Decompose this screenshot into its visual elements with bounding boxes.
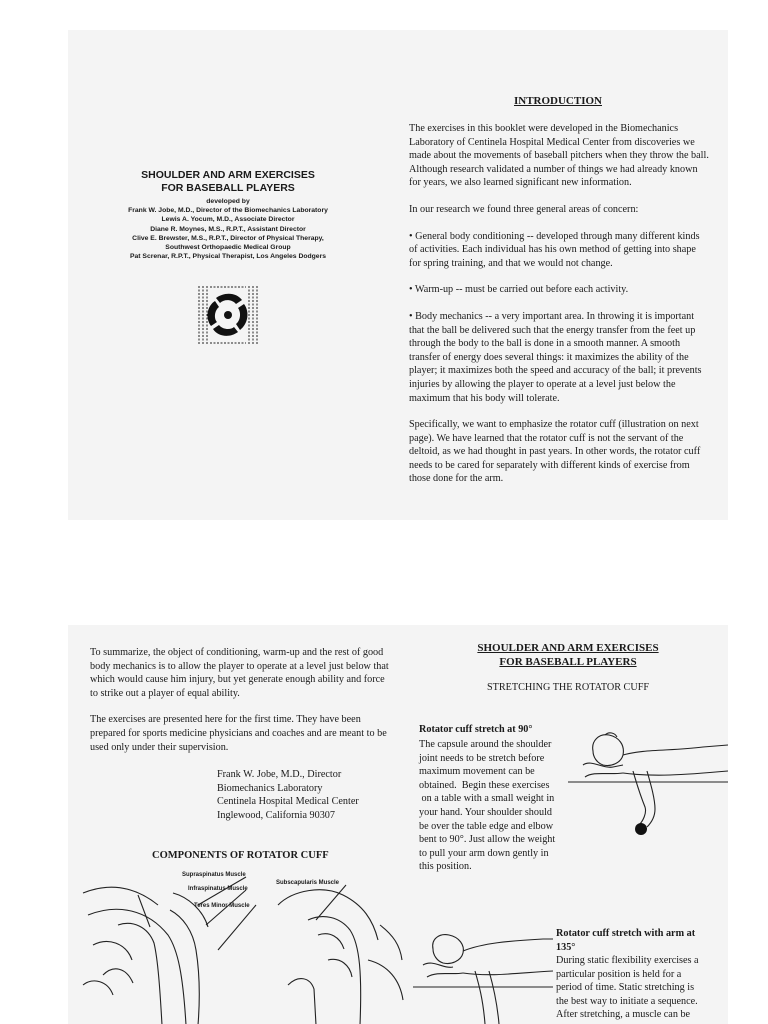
pinwheel-logo-icon	[196, 284, 260, 346]
booklet-page-2	[68, 625, 728, 1024]
intro-paragraph: • Body mechanics -- a very important area. In throwing it is important that the ball be delivered such that the energy transfer from the feet up through the body to the ball is done in a smooth manner. A smooth transfer of energy does several things: it maximizes the ability of the player; it maximizes both the speed and accuracy of the ball; it prevents injuries by allowing the player to operate at a level just below the maximum that his body will tolerate.	[409, 310, 702, 404]
intro-paragraph: • Warm-up -- must be carried out before each activity.	[409, 284, 629, 296]
stretch135-line: period of time. Static stretching is	[556, 982, 695, 994]
summary-paragraph: The exercises are presented here for the first time. They have been prepared for sports medicine physicians and coaches and are meant to be used only under their supervision.	[90, 714, 387, 753]
stretch135-title-line2: 135°	[556, 941, 576, 953]
intro-paragraph: • General body conditioning -- developed through many different kinds of activities. Each individual has his own method of getting into shape for spring training, and that we would not change.	[409, 230, 700, 269]
booklet-page-1	[68, 30, 728, 520]
summary-paragraph: To summarize, the object of conditioning, warm-up and the rest of good body mechanics is to allow the player to operate at a level just below that which would cause him injury, but yet generate enough ability and force to strike out a player of equal ability.	[90, 647, 389, 699]
stretch90-line: your hand. Your shoulder should	[419, 806, 553, 818]
stretch135-line: particular position is held for a	[556, 968, 682, 980]
subscapularis-label: Subscapularis Muscle	[276, 880, 340, 886]
stretch135-body	[556, 954, 728, 1022]
intro-paragraph: The exercises in this booklet were developed in the Biomechanics Laboratory of Centinela Hospital Medical Center from discoveries we made about the movements of baseball pitchers when they throw the ball. Although research validated a number of things we had already known for years, we also learned significant new information.	[409, 123, 709, 189]
stretch90-line: joint needs to be stretch before	[419, 752, 545, 764]
developed-by-label: developed by	[206, 198, 250, 205]
credit-line: Clive E. Brewster, M.S., R.P.T., Director of Physical Therapy,	[132, 234, 324, 242]
stretch90-line: be over the table edge and elbow	[419, 820, 554, 832]
intro-paragraph: In our research we found three general areas of concern:	[409, 203, 639, 215]
credit-line: Frank W. Jobe, M.D., Director of the Biomechanics Laboratory	[128, 207, 328, 215]
signature-line: Inglewood, California 90307	[217, 809, 335, 821]
cover-title-line2: FOR BASEBALL PLAYERS	[161, 182, 295, 194]
cover-credits	[108, 197, 348, 261]
stretch135-line: the best way to initiate a sequence.	[556, 995, 698, 1007]
introduction-heading: INTRODUCTION	[513, 95, 602, 107]
stretch90-line: obtained. Begin these exercises	[419, 779, 550, 791]
exercises-heading-line2: FOR BASEBALL PLAYERS	[499, 656, 637, 668]
signature-block	[217, 768, 417, 822]
stretch90-line: on a table with a small weight in	[419, 793, 555, 805]
infraspinatus-label: Infraspinatus Muscle	[188, 886, 248, 892]
rotator-cuff-heading: COMPONENTS OF ROTATOR CUFF	[152, 850, 329, 861]
introduction-body	[409, 122, 709, 486]
signature-line: Centinela Hospital Medical Center	[217, 796, 359, 808]
intro-paragraph: Specifically, we want to emphasize the rotator cuff (illustration on next page). We have learned that the rotator cuff is not the servant of the deltoid, as we had thought in past years. In other words, the rotator cuff needs to be cared for separately with different kinds of exercise from those done for the arm.	[409, 419, 701, 485]
teres-minor-label: Teres Minor Muscle	[194, 903, 250, 909]
stretch90-illustration	[563, 725, 728, 845]
summary-body	[90, 646, 390, 754]
exercises-heading-line1: SHOULDER AND ARM EXERCISES	[477, 642, 659, 654]
credit-line: Southwest Orthopaedic Medical Group	[165, 244, 291, 252]
stretch135-line: During static flexibility exercises a	[556, 955, 699, 966]
stretch90-line: bent to 90°. Just allow the weight	[419, 834, 556, 846]
credit-line: Pat Screnar, R.P.T., Physical Therapist, Los Angeles Dodgers	[129, 253, 327, 261]
stretch90-line: The capsule around the shoulder	[419, 739, 552, 750]
stretch135-illustration	[413, 927, 553, 1024]
supraspinatus-label: Supraspinatus Muscle	[182, 872, 246, 878]
stretch135-title	[556, 927, 728, 954]
exercises-heading	[458, 641, 678, 669]
stretch90-body	[419, 738, 579, 874]
signature-line: Frank W. Jobe, M.D., Director	[217, 769, 342, 780]
stretch90-line: to pull your arm down gently in	[419, 847, 549, 859]
credit-line: Lewis A. Yocum, M.D., Associate Director	[161, 216, 295, 224]
stretch90-line: this position.	[419, 861, 472, 873]
stretch135-line: After stretching, a muscle can be	[556, 1009, 691, 1021]
stretch90-line: maximum movement can be	[419, 766, 535, 778]
cover-title	[128, 169, 328, 195]
stretch135-title-line1: Rotator cuff stretch with arm at	[556, 928, 696, 939]
signature-line: Biomechanics Laboratory	[217, 782, 323, 794]
stretching-subheading: STRETCHING THE ROTATOR CUFF	[486, 682, 650, 693]
stretch90-title: Rotator cuff stretch at 90°	[419, 724, 533, 735]
credit-line: Diane R. Moynes, M.S., R.P.T., Assistant Director	[150, 225, 306, 233]
cover-title-line1: SHOULDER AND ARM EXERCISES	[141, 169, 315, 181]
